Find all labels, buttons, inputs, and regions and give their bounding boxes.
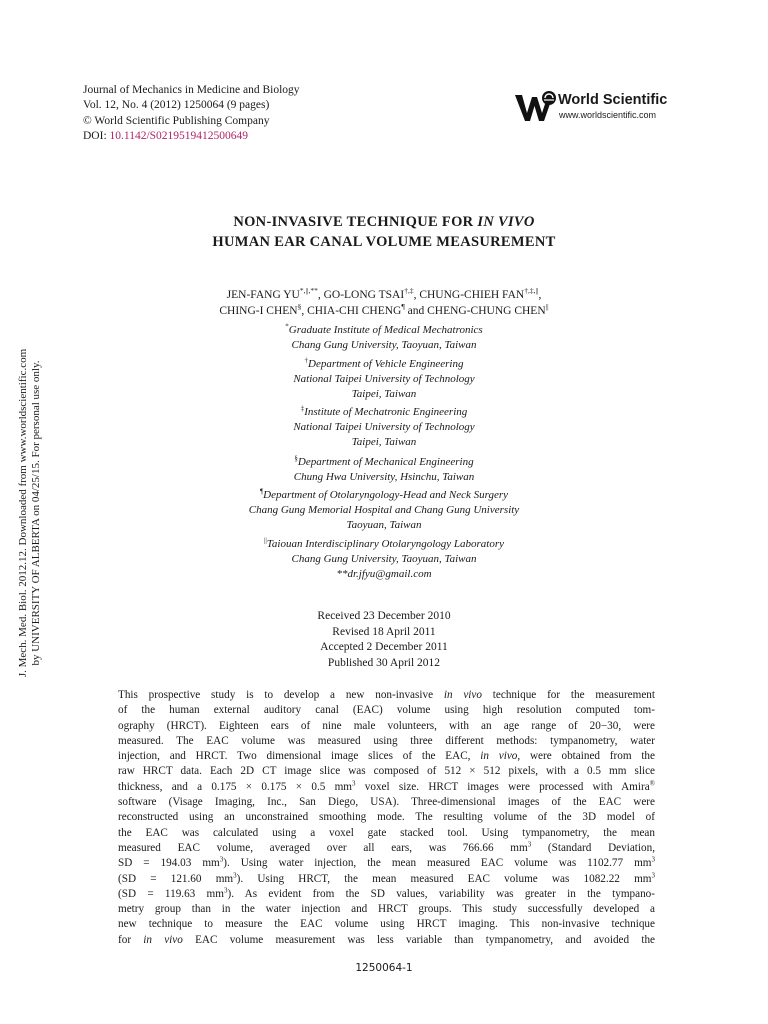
abstract-line: of the human external auditory canal (EAC) volume using high resolution computed tom-: [118, 704, 655, 717]
journal-copyright: © World Scientific Publishing Company: [83, 114, 270, 127]
abstract-line: for in vivo EAC volume measurement was less variable than tympanometry, and avoided the: [118, 933, 656, 946]
affiliation: ||Taiouan Interdisciplinary Otolaryngology Laboratory Chang Gung University, Taoyuan, Taiwan **dr.jfyu@gmail.com: [0, 537, 768, 583]
doi-link[interactable]: 10.1142/S0219519412500649: [109, 129, 249, 142]
affiliation: ‡Institute of Mechatronic Engineering National Taipei University of Technology Taipei, Taiwan: [293, 404, 475, 449]
publisher-url[interactable]: www.worldscientific.com: [559, 110, 657, 120]
affiliation: ¶Department of Otolaryngology-Head and Neck Surgery Chang Gung Memorial Hospital and Chang Gung University Taoyuan, Taiwan: [248, 487, 520, 532]
page-number: 1250064-1: [355, 962, 413, 974]
date-received: Received 23 December 2010: [317, 610, 451, 622]
journal-name: Journal of Mechanics in Medicine and Biology: [83, 84, 300, 96]
watermark-line-1: J. Mech. Med. Biol. 2012.12. Downloaded from www.worldscientific.com: [17, 348, 29, 678]
corresponding-email[interactable]: **dr.jfyu@gmail.com: [336, 568, 432, 581]
author-name: CHIA-CHI CHENG: [307, 304, 402, 317]
affiliation: §Department of Mechanical Engineering Chung Hwa University, Hsinchu, Taiwan: [293, 454, 475, 484]
abstract-line: measured. The EAC volume was measured using three different methods: tympanometry, water: [118, 734, 655, 747]
journal-volume: Vol. 12, No. 4 (2012) 1250064 (9 pages): [83, 99, 270, 112]
journal-doi: DOI: 10.1142/S0219519412500649: [83, 129, 249, 142]
abstract-line: software (Visage Imaging, Inc., San Diego, USA). Three-dimensional images of the EAC were: [118, 796, 655, 809]
abstract-line: measured EAC volume, averaged over all ears, was 766.66 $mm^3$ (Standard Deviation,: [118, 840, 655, 854]
title-line-1: NON-INVASIVE TECHNIQUE FOR IN VIVO: [233, 214, 535, 230]
author-name: GO-LONG TSAI: [323, 289, 405, 301]
publisher-logo[interactable]: [513, 89, 688, 125]
paper-title: [0, 212, 768, 252]
authors-line-2: CHING-I CHEN§, CHIA-CHI CHENG¶ and CHENG-CHUNG CHEN||: [219, 301, 549, 317]
abstract-line: reconstructed using an unconstrained smoothing mode. The resulting volume of the 3D model of: [118, 811, 655, 824]
publication-dates: [0, 609, 768, 671]
world-scientific-logo-icon: [513, 89, 557, 125]
date-accepted: Accepted 2 December 2011: [320, 641, 448, 653]
affiliation: *Graduate Institute of Medical Mechatronics Chang Gung University, Taoyuan, Taiwan: [285, 322, 483, 352]
abstract-line: (SD = 121.60 $mm^3$). Using HRCT, the mean measured EAC volume was 1082.22 $mm^3$: [118, 870, 655, 885]
journal-header: [83, 83, 300, 144]
abstract-line: injection, and HRCT. Two dimensional image slices of the EAC, in vivo, were obtained from the: [118, 750, 655, 763]
abstract-line: raw HRCT data. Each 2D CT image slice was composed of 512 × 512 pixels, with a 0.5 mm slice: [118, 765, 655, 778]
author-name: CHUNG-CHIEH FAN: [419, 289, 525, 301]
watermark-line-2: by UNIVERSITY OF ALBERTA on 04/25/15. For personal use only.: [30, 360, 42, 666]
abstract-line: metry group than in the water injection and HRCT groups. This study successfully developed a: [118, 903, 655, 916]
abstract-line: SD = 194.03 $mm^3$). Using water injection, the mean measured EAC volume was 1102.77 $mm^3$: [118, 855, 656, 870]
author-name: CHING-I CHEN: [219, 304, 298, 317]
abstract-line: the EAC was calculated using a voxel gate stacked tool. Using tympanometry, the mean: [118, 826, 655, 839]
title-line-2: HUMAN EAR CANAL VOLUME MEASUREMENT: [212, 234, 556, 250]
affiliation: †Department of Vehicle Engineering National Taipei University of Technology Taipei, Taiwan: [293, 356, 475, 401]
abstract-line: thickness, and a 0.175 × 0.175 × 0.5 $mm^3$ voxel size. HRCT images were processed with Amira®: [118, 779, 655, 793]
author-list: [0, 288, 768, 319]
abstract-line: ography (HRCT). Eighteen ears of nine male volunteers, with an age range of 20−30, were: [118, 719, 655, 732]
abstract-line: new technique to measure the EAC volume using HRCT imaging. This non-invasive technique: [118, 918, 655, 931]
abstract-line: (SD = 119.63 $mm^3$). As evident from the SD values, variability was greater in the tympano-: [118, 886, 655, 900]
author-name: JEN-FANG YU: [226, 289, 300, 301]
date-revised: Revised 18 April 2011: [332, 625, 436, 638]
publisher-name: World Scientific: [558, 92, 668, 108]
date-published: Published 30 April 2012: [327, 656, 441, 669]
abstract: [118, 688, 655, 948]
author-name: CHENG-CHUNG CHEN: [427, 304, 546, 317]
authors-line-1: JEN-FANG YU*,||,**, GO-LONG TSAI†,‡, CHUNG-CHIEH FAN†,‡,||,: [226, 286, 542, 301]
abstract-line: This prospective study is to develop a new non-invasive in vivo technique for the measurement: [118, 689, 656, 701]
